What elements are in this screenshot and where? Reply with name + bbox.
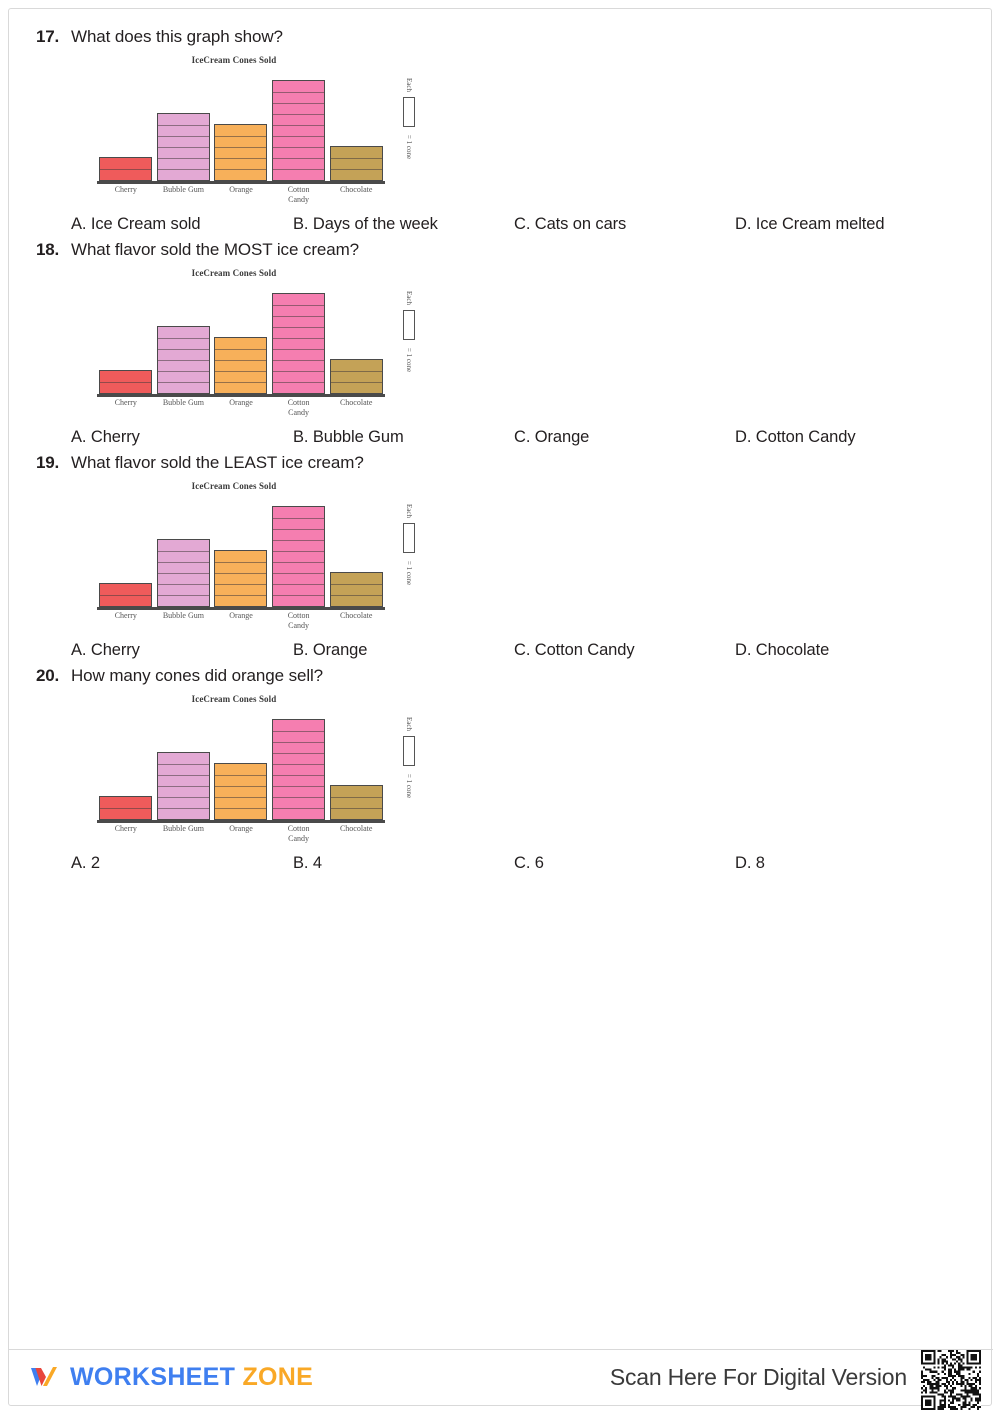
scan-prompt-text: Scan Here For Digital Version [609,1364,907,1390]
chart-legend [389,501,429,609]
legend-suffix-label: = 1 cone [405,134,413,160]
bar-unit-segment [273,316,324,327]
bar-unit-segment [158,797,209,808]
bar-unit-segment [331,808,382,819]
bar-unit-segment [158,158,209,169]
chart-title: IceCream Cones Sold [191,694,277,704]
bar-unit-segment [215,371,266,382]
bar-slot [155,326,213,394]
chart-legend [389,288,429,396]
chart-bar [330,359,383,394]
bar-slot [97,796,155,820]
chart-bar [157,752,210,820]
bar-unit-segment [100,797,151,808]
chart-x-tick-label: Chocolate [339,611,373,620]
bar-slot [212,763,270,820]
bar-slot [270,506,328,607]
bar-unit-segment [215,764,266,775]
options-row-17 [31,215,971,234]
chart-bar [214,337,267,394]
chart-x-axis [97,607,385,610]
bar-unit-segment [331,595,382,606]
bar-unit-segment [100,808,151,819]
bar-unit-segment [215,797,266,808]
chart-x-tick-label: Chocolate [339,398,373,407]
bar-unit-segment [273,775,324,786]
bar-slot [270,293,328,394]
option-c-18[interactable]: C. Orange [514,428,590,446]
option-a-17[interactable]: A. Ice Cream sold [71,215,201,233]
option-a-20[interactable]: A. 2 [71,854,100,872]
bar-unit-segment [158,551,209,562]
chart-x-tick-label: Cotton Candy [287,185,310,204]
bar-unit-segment [273,731,324,742]
bar-unit-segment [331,786,382,797]
legend-unit-rectangle-icon [403,523,415,553]
chart-x-tick-label: Chocolate [339,185,373,194]
bar-unit-segment [273,797,324,808]
bar-unit-segment [100,382,151,393]
legend-suffix-label: = 1 cone [405,560,413,586]
bar-unit-segment [273,808,324,819]
bar-unit-segment [215,808,266,819]
bar-unit-segment [273,114,324,125]
bar-unit-segment [273,529,324,540]
worksheet-page [8,8,992,1406]
chart-x-tick-label: Cotton Candy [287,824,310,843]
question-number-20: 20. [35,666,59,685]
chart-x-tick-label: Cherry [114,611,137,620]
bar-slot [327,359,385,394]
chart-x-axis [97,394,385,397]
bar-unit-segment [215,551,266,562]
chart-x-tick-label: Bubble Gum [162,398,204,407]
chart-title: IceCream Cones Sold [191,268,277,278]
options-row-20 [31,854,971,873]
chart-bar [214,763,267,820]
bar-unit-segment [273,507,324,518]
chart-title: IceCream Cones Sold [191,55,277,65]
bar-unit-segment [331,573,382,584]
bar-unit-segment [273,742,324,753]
logo-wordmark [70,1363,313,1392]
chart-x-tick-labels [97,824,385,843]
chart-x-tick-label: Bubble Gum [162,824,204,833]
chart-bar [330,785,383,820]
bar-unit-segment [158,584,209,595]
bar-slot [97,583,155,607]
bar-unit-segment [273,92,324,103]
option-b-19[interactable]: B. Orange [293,641,368,659]
bar-unit-segment [273,595,324,606]
bar-unit-segment [158,338,209,349]
chart-legend [389,75,429,183]
bar-unit-segment [273,573,324,584]
bar-unit-segment [273,338,324,349]
bar-unit-segment [158,753,209,764]
chart-title: IceCream Cones Sold [191,481,277,491]
chart-plot-area [97,710,385,820]
bar-unit-segment [215,349,266,360]
chart-bar [330,572,383,607]
bar-unit-segment [158,562,209,573]
bar-unit-segment [215,573,266,584]
chart-bar [157,539,210,607]
chart-bar [272,719,325,820]
bar-unit-segment [273,551,324,562]
chart-bar [272,80,325,181]
bar-unit-segment [273,103,324,114]
bar-unit-segment [158,775,209,786]
option-b-17[interactable]: B. Days of the week [293,215,438,233]
chart-x-tick-label: Cherry [114,398,137,407]
chart-plot-area [97,71,385,181]
bar-unit-segment [273,81,324,92]
worksheet-content [9,9,993,879]
option-a-18[interactable]: A. Cherry [71,428,140,446]
brand-logo[interactable] [27,1360,313,1394]
bar-unit-segment [273,786,324,797]
chart-bar [99,796,152,820]
bar-unit-segment [158,382,209,393]
bar-slot [327,572,385,607]
bar-unit-segment [273,294,324,305]
bar-unit-segment [158,114,209,125]
bar-unit-segment [331,147,382,158]
question-header-17 [31,27,971,47]
bar-slot [97,157,155,181]
bar-slot [327,146,385,181]
bar-unit-segment [215,125,266,136]
bar-slot [270,719,328,820]
question-number-19: 19. [35,453,59,472]
legend-unit-rectangle-icon [403,310,415,340]
option-b-18[interactable]: B. Bubble Gum [293,428,404,446]
chart-bar [214,550,267,607]
chart-19 [31,479,971,637]
bar-unit-segment [273,518,324,529]
question-block-20 [31,666,971,873]
bar-unit-segment [273,125,324,136]
bar-unit-segment [215,775,266,786]
bar-unit-segment [331,371,382,382]
bar-unit-segment [273,540,324,551]
question-header-19 [31,453,971,473]
worksheet-zone-v-mark-icon [27,1360,61,1394]
chart-bars [97,71,385,181]
bar-unit-segment [331,169,382,180]
bar-unit-segment [273,169,324,180]
chart-x-tick-label: Cherry [114,185,137,194]
bar-unit-segment [273,349,324,360]
question-text-17: What does this graph show? [71,27,283,46]
chart-x-tick-label: Bubble Gum [162,611,204,620]
bar-unit-segment [215,147,266,158]
chart-18 [31,266,971,424]
chart-bars [97,497,385,607]
chart-x-tick-label: Cherry [114,824,137,833]
chart-bar [99,370,152,394]
options-row-19 [31,641,971,660]
option-b-20[interactable]: B. 4 [293,854,322,872]
bar-unit-segment [215,562,266,573]
legend-unit-rectangle-icon [403,97,415,127]
bar-unit-segment [158,371,209,382]
qr-code[interactable] [921,1350,981,1410]
question-header-20 [31,666,971,686]
bar-unit-segment [158,540,209,551]
bar-unit-segment [100,584,151,595]
chart-x-tick-label: Orange [229,398,253,407]
chart-legend [389,714,429,822]
bar-unit-segment [158,327,209,338]
pictograph-chart [89,53,429,211]
question-number-18: 18. [35,240,59,259]
chart-bar [99,157,152,181]
chart-x-tick-labels [97,398,385,417]
bar-unit-segment [100,595,151,606]
bar-unit-segment [215,382,266,393]
bar-unit-segment [331,584,382,595]
bar-unit-segment [273,562,324,573]
question-block-18 [31,240,971,447]
chart-bar [157,113,210,181]
bar-unit-segment [158,573,209,584]
bar-unit-segment [158,136,209,147]
chart-x-tick-labels [97,185,385,204]
chart-bar [157,326,210,394]
bar-slot [212,337,270,394]
question-block-17 [31,27,971,234]
pictograph-chart [89,479,429,637]
option-a-19[interactable]: A. Cherry [71,641,140,659]
bar-unit-segment [158,808,209,819]
bar-unit-segment [215,360,266,371]
bar-unit-segment [215,338,266,349]
chart-20 [31,692,971,850]
chart-x-axis [97,181,385,184]
bar-unit-segment [273,720,324,731]
chart-17 [31,53,971,211]
chart-bar [272,506,325,607]
logo-word-worksheet: WORKSHEET [70,1362,236,1391]
bar-unit-segment [100,371,151,382]
bar-unit-segment [158,125,209,136]
question-header-18 [31,240,971,260]
chart-x-tick-label: Bubble Gum [162,185,204,194]
bar-unit-segment [273,753,324,764]
chart-x-tick-label: Cotton Candy [287,611,310,630]
chart-plot-area [97,497,385,607]
question-text-18: What flavor sold the MOST ice cream? [71,240,360,259]
bar-unit-segment [273,371,324,382]
bar-unit-segment [331,797,382,808]
bar-unit-segment [273,360,324,371]
bar-unit-segment [215,158,266,169]
question-block-19 [31,453,971,660]
bar-unit-segment [215,136,266,147]
question-text-20: How many cones did orange sell? [71,666,324,685]
bar-slot [212,550,270,607]
pictograph-chart [89,692,429,850]
bar-unit-segment [273,305,324,316]
bar-unit-segment [215,595,266,606]
chart-x-tick-label: Cotton Candy [287,398,310,417]
bar-unit-segment [158,169,209,180]
bar-unit-segment [100,169,151,180]
bar-unit-segment [215,584,266,595]
chart-plot-area [97,284,385,394]
chart-x-tick-labels [97,611,385,630]
bar-unit-segment [273,584,324,595]
bar-slot [212,124,270,181]
bar-slot [155,539,213,607]
option-d-18[interactable]: D. Cotton Candy [735,428,856,446]
bar-unit-segment [331,382,382,393]
option-d-19[interactable]: D. Chocolate [735,641,830,659]
bar-slot [327,785,385,820]
chart-bar [214,124,267,181]
bar-unit-segment [331,158,382,169]
bar-unit-segment [331,360,382,371]
bar-unit-segment [158,786,209,797]
legend-suffix-label: = 1 cone [405,347,413,373]
option-c-19[interactable]: C. Cotton Candy [514,641,635,659]
bar-unit-segment [273,158,324,169]
bar-unit-segment [273,136,324,147]
legend-prefix-label: Each [405,78,413,92]
bar-unit-segment [273,764,324,775]
chart-bar [330,146,383,181]
chart-x-tick-label: Chocolate [339,824,373,833]
option-d-17[interactable]: D. Ice Cream melted [735,215,885,233]
options-row-18 [31,428,971,447]
bar-unit-segment [273,147,324,158]
bar-slot [155,752,213,820]
option-c-17[interactable]: C. Cats on cars [514,215,627,233]
chart-bar [272,293,325,394]
legend-prefix-label: Each [405,504,413,518]
chart-bar [99,583,152,607]
bar-unit-segment [158,595,209,606]
bar-unit-segment [158,349,209,360]
bar-unit-segment [215,786,266,797]
logo-word-zone: ZONE [242,1362,314,1391]
legend-suffix-label: = 1 cone [405,773,413,799]
chart-bars [97,710,385,820]
chart-x-axis [97,820,385,823]
bar-unit-segment [158,360,209,371]
bar-slot [97,370,155,394]
legend-unit-rectangle-icon [403,736,415,766]
legend-prefix-label: Each [405,717,413,731]
option-d-20[interactable]: D. 8 [735,854,765,872]
bar-unit-segment [273,327,324,338]
question-text-19: What flavor sold the LEAST ice cream? [71,453,364,472]
legend-prefix-label: Each [405,291,413,305]
bar-slot [155,113,213,181]
chart-x-tick-label: Orange [229,611,253,620]
chart-x-tick-label: Orange [229,185,253,194]
question-number-17: 17. [35,27,59,46]
bar-unit-segment [273,382,324,393]
pictograph-chart [89,266,429,424]
page-footer [9,1349,993,1405]
bar-unit-segment [100,158,151,169]
bar-unit-segment [158,147,209,158]
bar-unit-segment [215,169,266,180]
bar-unit-segment [158,764,209,775]
option-c-20[interactable]: C. 6 [514,854,544,872]
chart-bars [97,284,385,394]
bar-slot [270,80,328,181]
chart-x-tick-label: Orange [229,824,253,833]
